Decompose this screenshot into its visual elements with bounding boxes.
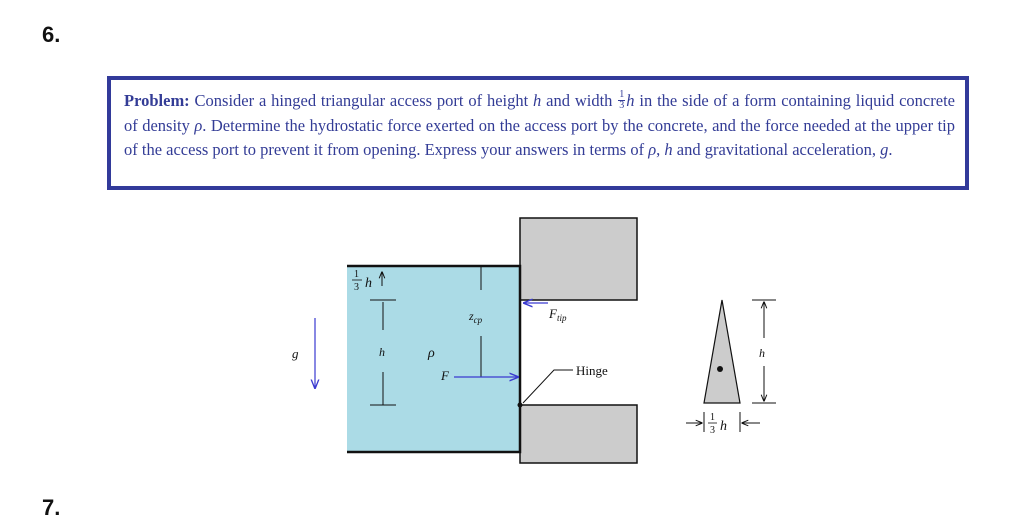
problem-text-5: , [656,140,665,159]
centroid-dot [717,366,723,372]
problem-text-6: and gravitational acceleration, [672,140,881,159]
problem-var-h: h [533,91,542,110]
hinge-point [518,403,523,408]
fraction-numerator: 1 [619,88,625,100]
problem-text-4: . Determine the hydrostatic force exerted on the access port by the concrete, and the force needed at the upper tip of the access port to prevent it from opening. Express your answers in terms of [124,115,955,159]
upper-wall-block [520,218,637,300]
lower-wall-block [520,405,637,463]
fraction-denominator: 3 [619,99,625,111]
problem-var-h-3: h [664,140,673,159]
triangular-port [704,300,740,403]
problem-text-1: Consider a hinged triangular access port of height [189,91,534,110]
question-number-6: 6. [42,22,61,47]
h-dim-label: h [379,345,385,359]
third-h-den: 3 [354,282,359,293]
problem-text-7: . [888,140,893,159]
force-label: F [441,368,449,383]
tri-width-den: 3 [710,425,715,436]
problem-var-rho: ρ [194,115,203,135]
tri-width-num: 1 [710,412,715,423]
tri-height-label: h [759,346,765,360]
problem-text-2: and width [541,91,618,110]
third-h-num: 1 [354,269,359,280]
ftip-base: F [549,306,557,321]
problem-var-g: g [880,140,889,159]
tip-force-label [548,306,567,323]
problem-var-h-2: h [626,91,635,110]
zcp-subscript: cp [473,315,483,325]
problem-var-rho-2: ρ [648,140,657,159]
zcp-base: z [469,309,474,323]
hinge-label: Hinge [576,363,608,378]
question-number-7: 7. [42,495,61,520]
gravity-label: g [292,346,299,361]
hinge-leader [523,370,573,403]
density-label: ρ [428,346,435,361]
ftip-subscript: tip [556,313,567,323]
tri-width-var: h [720,419,727,434]
third-h-var: h [365,276,372,291]
problem-text-3: in the side of a form containing liquid concrete of density [124,91,955,135]
problem-lead: Problem: [124,91,190,110]
